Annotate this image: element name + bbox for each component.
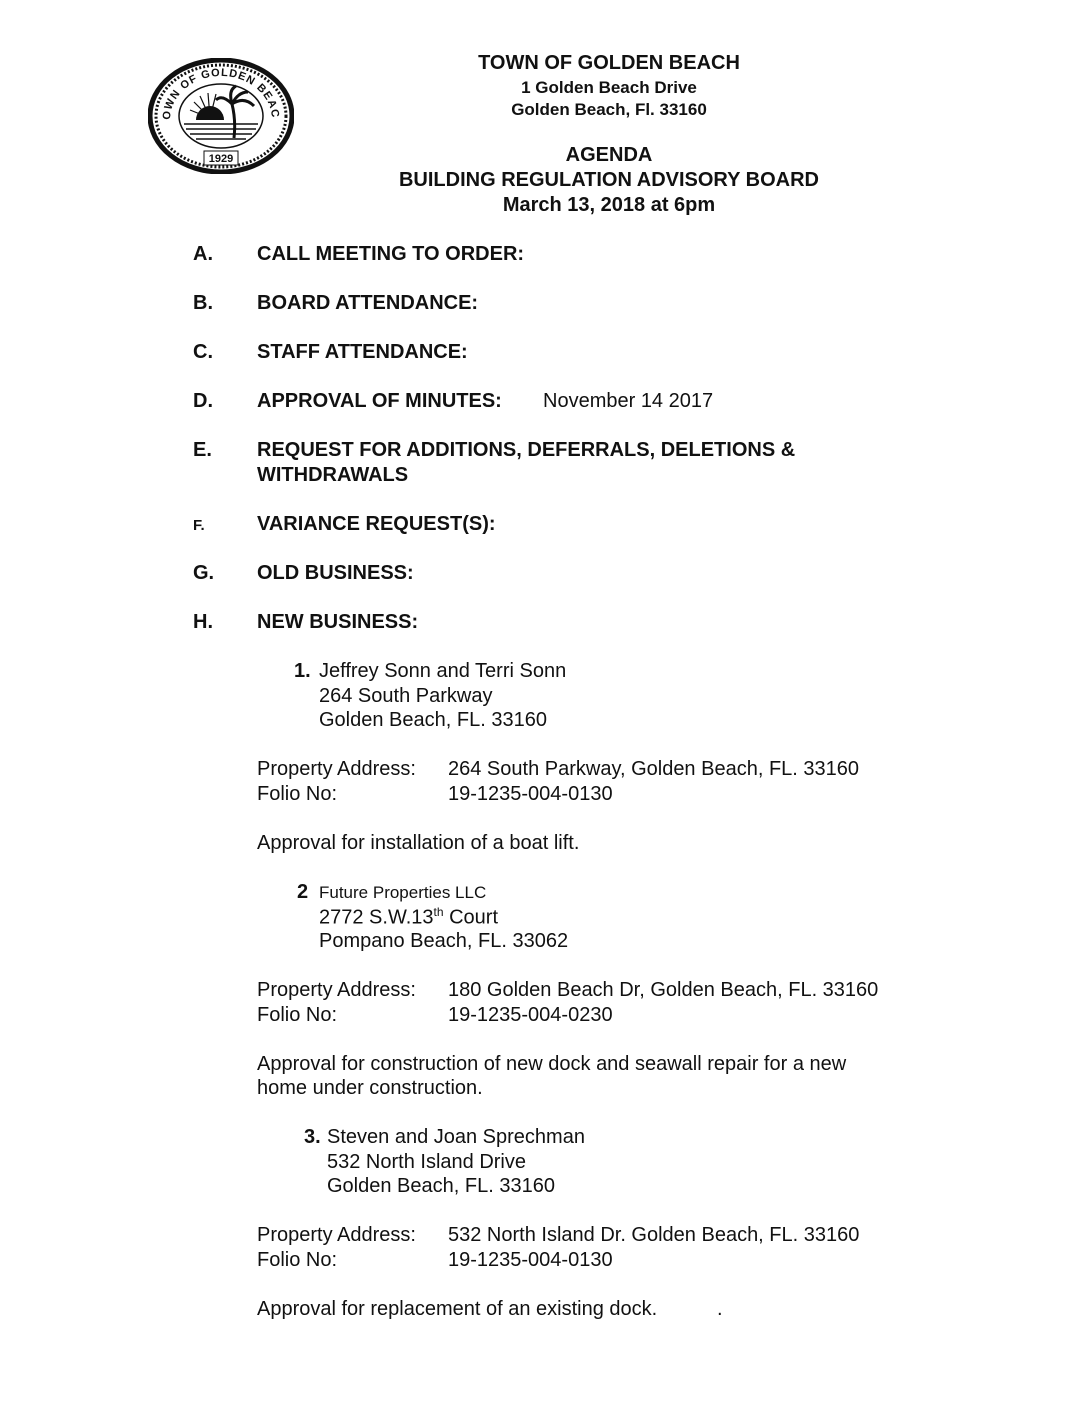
address-line-1: 1 Golden Beach Drive — [521, 78, 697, 97]
section-f-letter: F. — [193, 517, 205, 534]
item-3-street: 532 North Island Drive — [327, 1151, 526, 1173]
org-name: TOWN OF GOLDEN BEACH — [478, 52, 740, 74]
section-b-letter: B. — [193, 292, 213, 314]
item-2-street-end: Court — [443, 906, 499, 929]
doc-type: AGENDA — [565, 144, 653, 166]
item-2-property-value: 180 Golden Beach Dr, Golden Beach, FL. 33160 — [448, 979, 879, 1001]
item-3-property-label: Property Address: — [257, 1224, 416, 1246]
section-e-letter: E. — [193, 439, 212, 461]
section-g-title: OLD BUSINESS: — [257, 562, 414, 584]
item-2-description: Approval for construction of new dock and seawall repair for a new — [257, 1053, 847, 1075]
svg-text:1929: 1929 — [208, 153, 234, 165]
item-3-folio-value: 19-1235-004-0130 — [448, 1249, 613, 1271]
item-2-description-cont: home under construction. — [257, 1077, 483, 1099]
item-1-property-value: 264 South Parkway, Golden Beach, FL. 33160 — [448, 758, 860, 780]
item-1-applicant: Jeffrey Sonn and Terri Sonn — [319, 660, 567, 682]
section-f-title: VARIANCE REQUEST(S): — [257, 513, 496, 535]
board-name: BUILDING REGULATION ADVISORY BOARD — [398, 169, 819, 191]
item-3-description: Approval for replacement of an existing dock. — [257, 1298, 658, 1320]
item-1-city: Golden Beach, FL. 33160 — [319, 709, 547, 731]
section-e-title: REQUEST FOR ADDITIONS, DEFERRALS, DELETIONS & — [257, 439, 796, 461]
item-3-trailing-period: . — [717, 1298, 723, 1320]
item-2-folio-value: 19-1235-004-0230 — [448, 1004, 613, 1026]
item-2-number: 2 — [297, 881, 309, 903]
section-h-letter: H. — [193, 611, 213, 633]
item-3-folio-label: Folio No: — [257, 1249, 338, 1271]
minutes-date: November 14 2017 — [543, 390, 714, 412]
section-a-title: CALL MEETING TO ORDER: — [257, 243, 525, 265]
section-e-title-cont: WITHDRAWALS — [257, 464, 409, 486]
section-d-title: APPROVAL OF MINUTES: — [257, 390, 502, 412]
item-2-property-label: Property Address: — [257, 979, 416, 1001]
item-1-property-label: Property Address: — [257, 758, 416, 780]
item-1-number: 1. — [294, 660, 311, 682]
item-1-folio-value: 19-1235-004-0130 — [448, 783, 613, 805]
item-2-street-main: 2772 S.W.13 — [319, 906, 434, 929]
section-c-letter: C. — [193, 341, 213, 363]
item-2-street-suffix: th — [433, 905, 444, 919]
item-2-street — [319, 905, 498, 930]
item-2-applicant: Future Properties LLC — [319, 883, 487, 902]
section-d-letter: D. — [193, 390, 213, 412]
item-1-description: Approval for installation of a boat lift. — [257, 832, 580, 854]
item-3-applicant: Steven and Joan Sprechman — [327, 1126, 585, 1148]
section-a-letter: A. — [193, 243, 213, 265]
address-line-2: Golden Beach, Fl. 33160 — [511, 100, 707, 119]
item-2-folio-label: Folio No: — [257, 1004, 338, 1026]
item-2-city: Pompano Beach, FL. 33062 — [319, 930, 569, 952]
item-3-number: 3. — [304, 1126, 321, 1148]
item-3-city: Golden Beach, FL. 33160 — [327, 1175, 555, 1197]
section-h-title: NEW BUSINESS: — [257, 611, 419, 633]
meeting-date: March 13, 2018 at 6pm — [502, 194, 716, 216]
svg-text:TOWN OF GOLDEN BEACH: OWN OF GOLDEN BEAC — [160, 66, 282, 121]
item-1-street: 264 South Parkway — [319, 685, 493, 707]
section-b-title: BOARD ATTENDANCE: — [257, 292, 479, 314]
item-1-folio-label: Folio No: — [257, 783, 338, 805]
section-g-letter: G. — [193, 562, 215, 584]
section-c-title: STAFF ATTENDANCE: — [257, 341, 468, 363]
item-3-property-value: 532 North Island Dr. Golden Beach, FL. 33160 — [448, 1224, 860, 1246]
